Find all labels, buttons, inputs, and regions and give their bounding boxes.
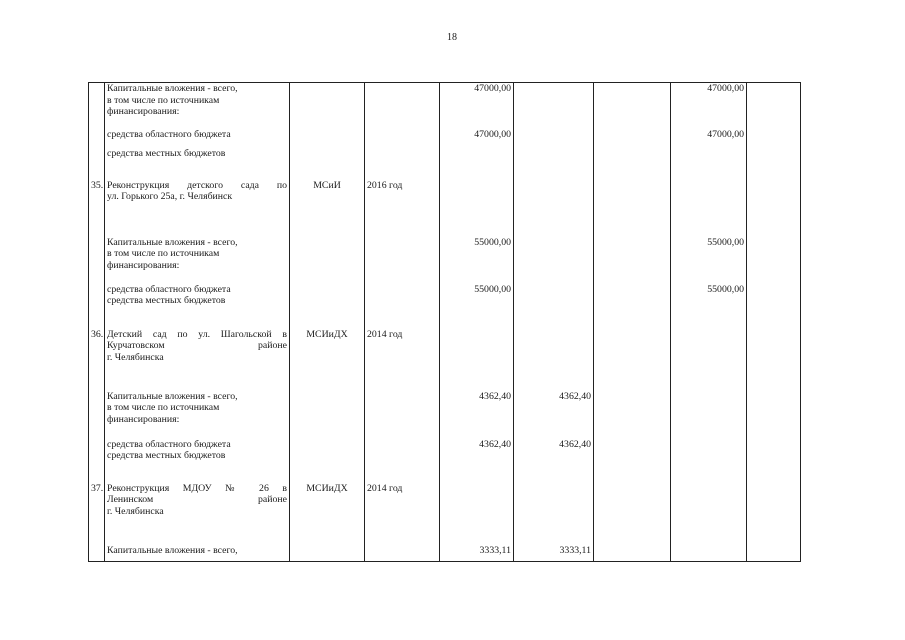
row-note <box>747 545 801 562</box>
row-year <box>365 284 440 329</box>
row-executor <box>290 391 365 439</box>
row-value-3 <box>594 284 671 329</box>
row-executor <box>290 129 365 148</box>
row-name-line: Капитальные вложения - всего, <box>107 83 238 94</box>
table-row <box>89 284 801 329</box>
row-name <box>105 545 290 562</box>
row-name-line: Капитальные вложения - всего, <box>107 236 238 248</box>
row-value-3 <box>594 483 671 545</box>
row-note <box>747 284 801 329</box>
row-name <box>105 284 290 329</box>
row-name <box>105 483 290 545</box>
row-note <box>747 237 801 284</box>
row-value-4 <box>671 148 747 180</box>
row-index: 37. <box>89 483 105 545</box>
table-row <box>89 391 801 439</box>
row-value-3 <box>594 129 671 148</box>
row-year <box>365 129 440 148</box>
row-value-2 <box>514 129 594 148</box>
row-name-line: средства местных бюджетов <box>107 147 226 159</box>
row-name <box>105 329 290 391</box>
table-row <box>89 148 801 180</box>
row-value-4 <box>671 180 747 237</box>
row-note <box>747 148 801 180</box>
row-executor <box>290 545 365 562</box>
row-value-4: 47000,00 <box>671 83 747 129</box>
table-row <box>89 483 801 545</box>
row-executor <box>290 284 365 329</box>
row-name <box>105 180 290 237</box>
row-index <box>89 129 105 148</box>
row-name <box>105 148 290 180</box>
row-value-2 <box>514 329 594 391</box>
row-year <box>365 391 440 439</box>
row-name-line: Реконструкция МДОУ № 26 в <box>107 482 287 494</box>
row-value-3 <box>594 237 671 284</box>
row-note <box>747 439 801 483</box>
row-year <box>365 83 440 129</box>
row-note <box>747 483 801 545</box>
row-value-2 <box>514 180 594 237</box>
row-value-4: 55000,00 <box>671 284 747 329</box>
row-executor: МСиИ <box>290 180 365 237</box>
row-year <box>365 148 440 180</box>
row-value-3 <box>594 329 671 391</box>
row-name-line: средства областного бюджета <box>107 283 231 295</box>
row-value-2 <box>514 148 594 180</box>
row-value-1 <box>440 329 514 391</box>
row-value-2 <box>514 83 594 129</box>
row-value-1: 55000,00 <box>440 237 514 284</box>
row-value-1: 4362,40 <box>440 439 514 483</box>
row-name <box>105 83 290 129</box>
row-year: 2014 год <box>365 483 440 545</box>
row-value-2 <box>514 237 594 284</box>
row-year <box>365 439 440 483</box>
row-value-1 <box>440 180 514 237</box>
table-row <box>89 83 801 129</box>
row-value-3 <box>594 439 671 483</box>
row-name-line: средства областного бюджета <box>107 438 231 450</box>
row-year <box>365 237 440 284</box>
row-index <box>89 83 105 129</box>
row-name-line: Реконструкция детского сада по <box>107 179 287 191</box>
row-name <box>105 391 290 439</box>
table-row <box>89 129 801 148</box>
row-index <box>89 439 105 483</box>
row-name-line: в том числе по источникам <box>107 94 220 106</box>
row-year: 2016 год <box>365 180 440 237</box>
row-name <box>105 237 290 284</box>
row-value-2: 3333,11 <box>514 545 594 562</box>
table-row <box>89 180 801 237</box>
row-index <box>89 284 105 329</box>
table-row <box>89 545 801 562</box>
row-value-3 <box>594 148 671 180</box>
row-name-line: Капитальные вложения - всего, <box>107 544 238 556</box>
row-index: 36. <box>89 329 105 391</box>
row-year: 2014 год <box>365 329 440 391</box>
table-row <box>89 237 801 284</box>
row-note <box>747 129 801 148</box>
row-value-3 <box>594 545 671 562</box>
row-executor <box>290 237 365 284</box>
row-name-line: в том числе по источникам <box>107 248 220 260</box>
row-value-3 <box>594 391 671 439</box>
row-value-1: 47000,00 <box>440 129 514 148</box>
row-value-3 <box>594 83 671 129</box>
row-value-4 <box>671 545 747 562</box>
table-row <box>89 329 801 391</box>
row-executor: МСИиДХ <box>290 329 365 391</box>
row-name-line: ул. Горького 25а, г. Челябинск <box>107 191 233 203</box>
row-value-1: 47000,00 <box>440 83 514 129</box>
row-note <box>747 391 801 439</box>
row-name-line: Ленинском районе <box>107 494 287 506</box>
row-name-line: Капитальные вложения - всего, <box>107 390 238 402</box>
row-index <box>89 148 105 180</box>
row-value-2 <box>514 284 594 329</box>
table-row <box>89 439 801 483</box>
row-name-line: средства местных бюджетов <box>107 295 226 307</box>
row-name-line: средства местных бюджетов <box>107 450 226 462</box>
row-name-line: Курчатовском районе <box>107 340 287 352</box>
row-value-4: 55000,00 <box>671 237 747 284</box>
row-value-3 <box>594 180 671 237</box>
row-executor: МСИиДХ <box>290 483 365 545</box>
row-value-1 <box>440 148 514 180</box>
row-value-1: 55000,00 <box>440 284 514 329</box>
row-value-1 <box>440 483 514 545</box>
row-value-1: 4362,40 <box>440 391 514 439</box>
row-note <box>747 329 801 391</box>
row-index: 35. <box>89 180 105 237</box>
row-value-2: 4362,40 <box>514 439 594 483</box>
row-note <box>747 180 801 237</box>
row-value-2 <box>514 483 594 545</box>
row-note <box>747 83 801 129</box>
row-value-4 <box>671 391 747 439</box>
row-index <box>89 237 105 284</box>
row-executor <box>290 439 365 483</box>
row-value-4: 47000,00 <box>671 129 747 148</box>
row-name-line: средства областного бюджета <box>107 128 231 140</box>
row-executor <box>290 83 365 129</box>
row-name <box>105 439 290 483</box>
row-name-line: Детский сад по ул. Шагольской в <box>107 328 287 340</box>
row-value-4 <box>671 329 747 391</box>
row-name-line: г. Челябинска <box>107 505 164 517</box>
row-name-line: в том числе по источникам <box>107 402 220 414</box>
row-year <box>365 545 440 562</box>
row-value-2: 4362,40 <box>514 391 594 439</box>
row-index <box>89 391 105 439</box>
row-name-line: г. Челябинска <box>107 351 164 363</box>
row-name-line: финансирования: <box>107 413 180 425</box>
row-index <box>89 545 105 562</box>
row-executor <box>290 148 365 180</box>
budget-table <box>88 82 801 562</box>
row-value-1: 3333,11 <box>440 545 514 562</box>
row-name-line: финансирования: <box>107 106 180 118</box>
row-name-line: финансирования: <box>107 259 180 271</box>
row-value-4 <box>671 483 747 545</box>
page-number: 18 <box>447 32 457 43</box>
row-name <box>105 129 290 148</box>
row-value-4 <box>671 439 747 483</box>
